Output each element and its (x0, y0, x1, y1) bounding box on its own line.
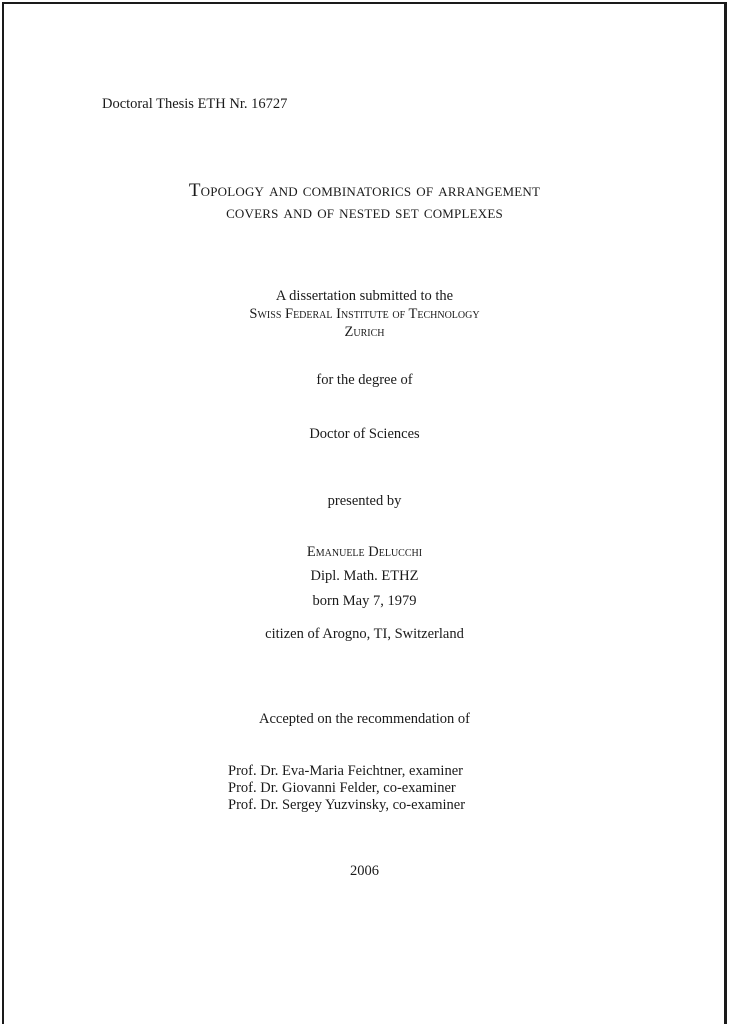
author-diploma: Dipl. Math. ETHZ (310, 568, 419, 584)
submission-line: A dissertation submitted to the (275, 288, 454, 304)
thesis-number: Doctoral Thesis ETH Nr. 16727 (102, 96, 288, 112)
degree-name: Doctor of Sciences (309, 426, 420, 442)
institution-city: Zurich (344, 324, 385, 340)
author-name: Emanuele Delucchi (306, 544, 423, 560)
examiner-2: Prof. Dr. Giovanni Felder, co-examiner (228, 780, 456, 796)
examiner-3: Prof. Dr. Sergey Yuzvinsky, co-examiner (228, 797, 466, 813)
publication-year: 2006 (350, 863, 379, 879)
author-citizenship: citizen of Arogno, TI, Switzerland (265, 626, 464, 642)
presented-by: presented by (327, 493, 402, 509)
page-border-top (3, 2, 726, 4)
recommendation-line: Accepted on the recommendation of (259, 711, 470, 727)
author-birth: born May 7, 1979 (312, 593, 417, 609)
institution-name: Swiss Federal Institute of Technology (249, 306, 480, 322)
examiner-1: Prof. Dr. Eva-Maria Feichtner, examiner (228, 763, 463, 779)
title-line-1: Topology and combinatorics of arrangement (188, 180, 541, 201)
degree-intro: for the degree of (316, 372, 413, 388)
title-line-2: covers and of nested set complexes (226, 202, 503, 223)
